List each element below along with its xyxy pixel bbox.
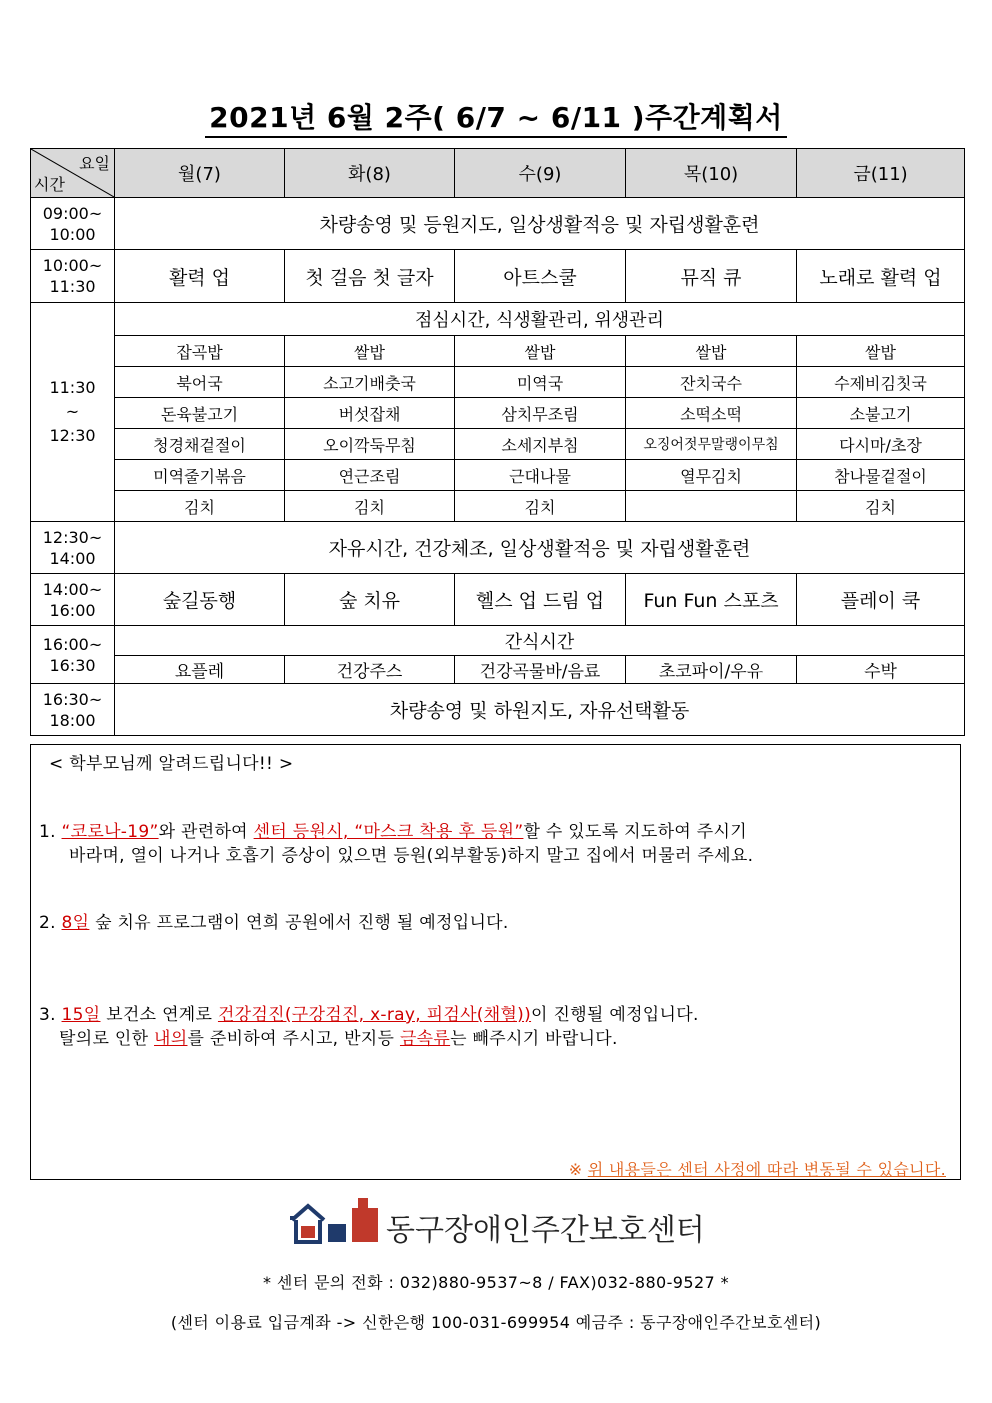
menu-item: 쌀밥	[626, 336, 797, 367]
center-name: 동구장애인주간보호센터	[386, 1213, 705, 1248]
menu-item: 오징어젓무말랭이무침	[626, 429, 797, 460]
menu-item: 오이깍둑무침	[285, 429, 455, 460]
notice-heading: < 학부모님께 알려드립니다!! >	[49, 754, 294, 774]
menu-item: 미역줄기볶음	[115, 460, 285, 491]
snack-item: 요플레	[115, 656, 285, 684]
lunch-title: 점심시간, 식생활관리, 위생관리	[115, 303, 965, 336]
time-cell: 11:30 ~ 12:30	[31, 303, 115, 522]
program-tue: 첫 걸음 첫 글자	[285, 250, 455, 303]
menu-item: 연근조림	[285, 460, 455, 491]
menu-item: 소불고기	[797, 398, 965, 429]
menu-item: 쌀밥	[285, 336, 455, 367]
time-cell: 09:00~ 10:00	[31, 198, 115, 250]
menu-row	[31, 460, 965, 491]
notice-item-3-line2: 탈의로 인한 내의를 준비하여 주시고, 반지등 금속류는 빼주시기 바랍니다.	[59, 1029, 618, 1049]
menu-item: 잔치국수	[626, 367, 797, 398]
menu-item: 잡곡밥	[115, 336, 285, 367]
notice-item-1-line2: 바라며, 열이 나거나 호흡기 증상이 있으면 등원(외부활동)하지 말고 집에서 머물러 주세요.	[69, 846, 754, 866]
program-fri: 노래로 활력 업	[797, 250, 965, 303]
menu-row	[31, 336, 965, 367]
page-title: 2021년 6월 2주( 6/7 ~ 6/11 )주간계획서	[0, 96, 992, 136]
program-mon: 활력 업	[115, 250, 285, 303]
notice-footnote: ※ 위 내용들은 센터 사정에 따라 변동될 수 있습니다.	[568, 1160, 946, 1179]
menu-item: 북어국	[115, 367, 285, 398]
menu-row	[31, 491, 965, 522]
corner-time-label: 시간	[34, 175, 65, 194]
corner-day-label: 요일	[79, 154, 110, 173]
menu-item: 쌀밥	[797, 336, 965, 367]
notice-item-1: 1. “코로나-19”와 관련하여 센터 등원시, “마스크 착용 후 등원”할 수 있도록 지도하여 주시기	[39, 822, 747, 842]
menu-item: 수제비김칫국	[797, 367, 965, 398]
menu-row	[31, 429, 965, 460]
program-thu: 뮤직 큐	[626, 250, 797, 303]
program-mon: 숲길동행	[115, 574, 285, 626]
day-wed: 수(9)	[455, 149, 626, 198]
row-0900	[31, 198, 965, 250]
row-1000	[31, 250, 965, 303]
time-cell: 14:00~ 16:00	[31, 574, 115, 626]
menu-item: 근대나물	[455, 460, 626, 491]
time-cell: 16:00~ 16:30	[31, 626, 115, 684]
snack-item: 초코파이/우유	[626, 656, 797, 684]
menu-item: 참나물겉절이	[797, 460, 965, 491]
time-cell: 16:30~ 18:00	[31, 684, 115, 736]
menu-item: 소고기배춧국	[285, 367, 455, 398]
program-wed: 아트스쿨	[455, 250, 626, 303]
bank-line: (센터 이용료 입금계좌 -> 신한은행 100-031-699954 예금주 : 동구장애인주간보호센터)	[170, 1313, 822, 1332]
menu-item: 돈육불고기	[115, 398, 285, 429]
menu-item: 김치	[285, 491, 455, 522]
activity-cell: 차량송영 및 등원지도, 일상생활적응 및 자립생활훈련	[115, 198, 965, 250]
menu-row	[31, 398, 965, 429]
activity-cell: 자유시간, 건강체조, 일상생활적응 및 자립생활훈련	[115, 522, 965, 574]
menu-row	[31, 367, 965, 398]
menu-item: 김치	[115, 491, 285, 522]
menu-item: 청경채겉절이	[115, 429, 285, 460]
menu-item: 김치	[455, 491, 626, 522]
snack-item: 건강곡물바/음료	[455, 656, 626, 684]
row-1400	[31, 574, 965, 626]
row-1630	[31, 684, 965, 736]
day-thu: 목(10)	[626, 149, 797, 198]
program-fri: 플레이 쿡	[797, 574, 965, 626]
day-mon: 월(7)	[115, 149, 285, 198]
notice-item-2: 2. 8일 숲 치유 프로그램이 연희 공원에서 진행 될 예정입니다.	[39, 913, 509, 933]
menu-item: 삼치무조림	[455, 398, 626, 429]
snack-item: 건강주스	[285, 656, 455, 684]
menu-item: 버섯잡채	[285, 398, 455, 429]
menu-item: 다시마/초장	[797, 429, 965, 460]
row-lunch-title	[31, 303, 965, 336]
day-fri: 금(11)	[797, 149, 965, 198]
menu-item: 미역국	[455, 367, 626, 398]
program-wed: 헬스 업 드림 업	[455, 574, 626, 626]
schedule-table	[30, 148, 965, 736]
menu-item: 김치	[797, 491, 965, 522]
row-snack-title	[31, 626, 965, 656]
row-1230	[31, 522, 965, 574]
program-tue: 숲 치유	[285, 574, 455, 626]
menu-item: 소세지부침	[455, 429, 626, 460]
contact-line: * 센터 문의 전화 : 032)880-9537~8 / FAX)032-880-9527 *	[262, 1273, 730, 1292]
corner-cell	[31, 149, 115, 198]
menu-item: 소떡소떡	[626, 398, 797, 429]
notice-box	[30, 744, 961, 1180]
notice-item-3: 3. 15일 보건소 연계로 건강검진(구강검진, x-ray, 피검사(채혈))이 진행될 예정입니다.	[39, 1005, 699, 1025]
menu-item: 열무김치	[626, 460, 797, 491]
day-tue: 화(8)	[285, 149, 455, 198]
header-row	[31, 149, 965, 198]
program-thu: Fun Fun 스포츠	[626, 574, 797, 626]
activity-cell: 차량송영 및 하원지도, 자유선택활동	[115, 684, 965, 736]
menu-item	[626, 491, 797, 522]
snack-title: 간식시간	[115, 626, 965, 656]
time-cell: 12:30~ 14:00	[31, 522, 115, 574]
time-cell: 10:00~ 11:30	[31, 250, 115, 303]
snack-item: 수박	[797, 656, 965, 684]
snack-row	[31, 656, 965, 684]
menu-item: 쌀밥	[455, 336, 626, 367]
